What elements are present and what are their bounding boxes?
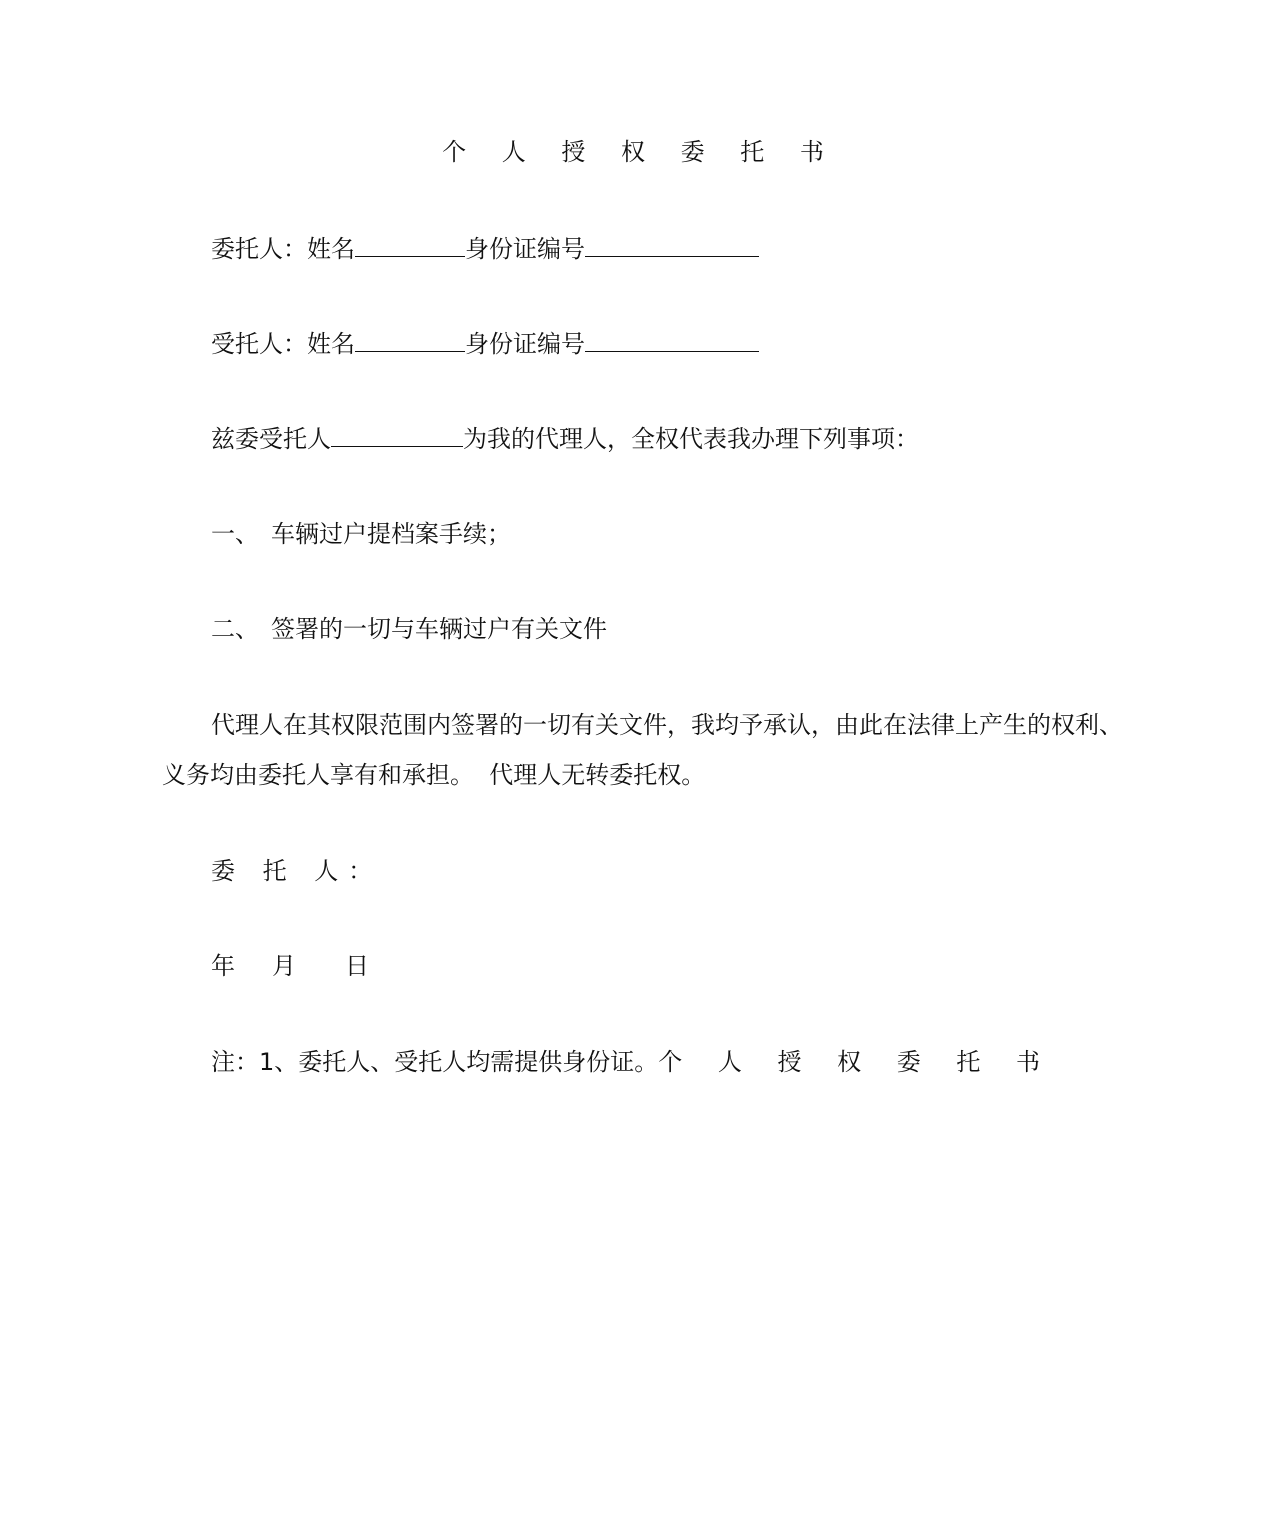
date-year: 年 [211, 952, 235, 980]
note-text: 注：1、委托人、受托人均需提供身份证。 [211, 1048, 659, 1076]
agent-line [211, 327, 759, 360]
list-item [211, 518, 511, 550]
appointment-suffix: 为我的代理人，全权代表我办理下列事项： [463, 425, 919, 453]
principal-name-label: 姓名 [307, 235, 355, 263]
agent-label: 受托人： [211, 330, 307, 358]
principal-name-blank [355, 232, 465, 257]
appointment-agent-blank [331, 422, 463, 447]
principal-id-blank [585, 232, 759, 257]
principal-label: 委托人： [211, 235, 307, 263]
statement-line-1: 代理人在其权限范围内签署的一切有关文件，我均予承认，由此在法律上产生的权利、 [211, 711, 1123, 739]
item-text: 签署的一切与车辆过户有关文件 [271, 615, 607, 643]
appointment-line [211, 422, 919, 455]
date-line [211, 950, 369, 982]
note-line [211, 1046, 1054, 1078]
date-month: 月 [272, 952, 296, 980]
principal-id-label: 身份证编号 [465, 235, 585, 263]
agent-id-blank [585, 327, 759, 352]
agent-name-label: 姓名 [307, 330, 355, 358]
principal-line [211, 232, 759, 265]
agent-id-label: 身份证编号 [465, 330, 585, 358]
agent-name-blank [355, 327, 465, 352]
document-title: 个 人 授 权 委 托 书 [442, 138, 838, 166]
date-day: 日 [345, 952, 369, 980]
note-trailing-title: 个 人 授 权 委 托 书 [658, 1048, 1055, 1076]
item-number: 一、 [211, 520, 259, 548]
signature-label: 委 托 人： [211, 857, 383, 885]
item-number: 二、 [211, 615, 259, 643]
statement-line-2: 义务均由委托人享有和承担。 代理人无转委托权。 [162, 761, 706, 789]
appointment-prefix: 兹委受托人 [211, 425, 331, 453]
list-item [211, 613, 607, 645]
item-text: 车辆过户提档案手续； [271, 520, 511, 548]
